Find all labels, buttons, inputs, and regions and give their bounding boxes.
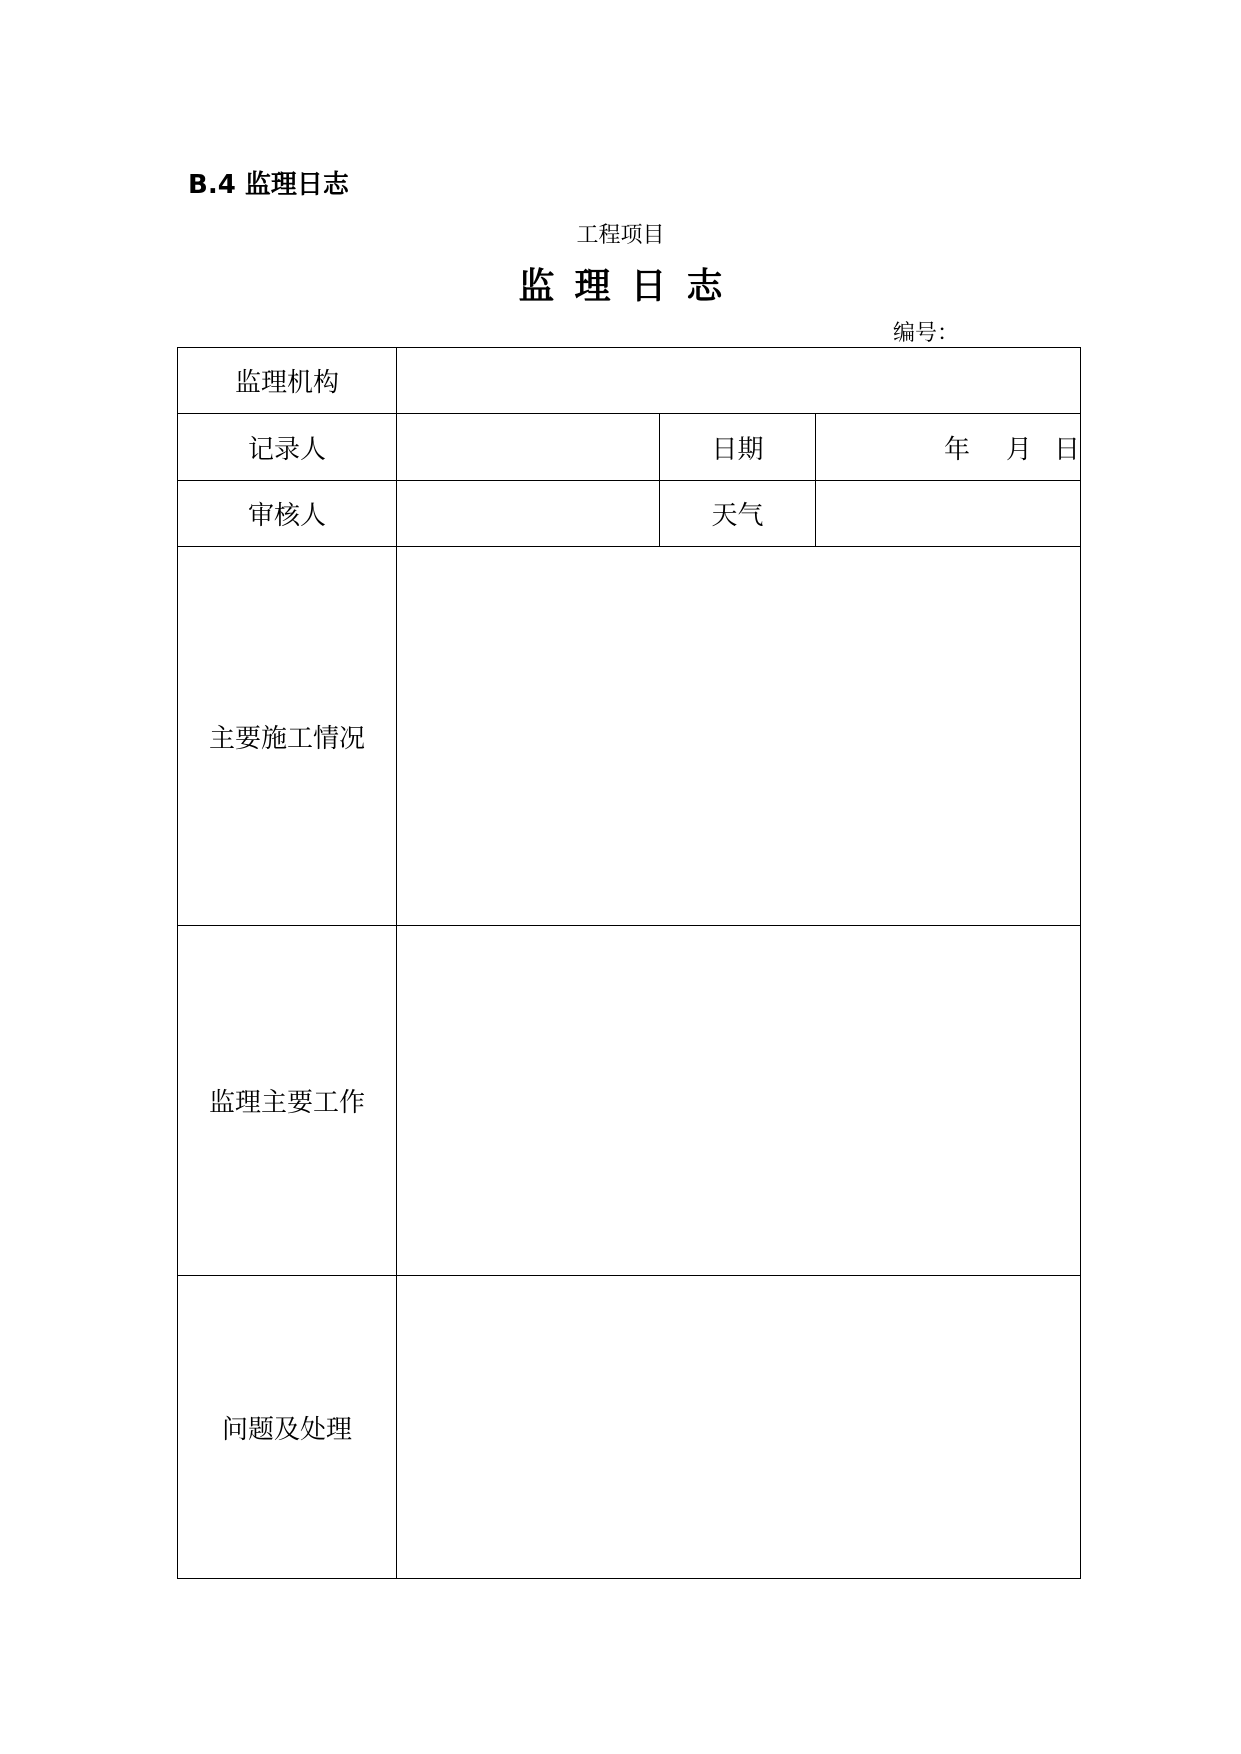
weather-label: 天气 bbox=[660, 481, 816, 547]
issues-field[interactable] bbox=[397, 1276, 1081, 1579]
construction-label: 主要施工情况 bbox=[178, 547, 397, 926]
reviewer-label: 审核人 bbox=[178, 481, 397, 547]
section-heading: B.4 监理日志 bbox=[188, 170, 349, 200]
org-field[interactable] bbox=[397, 348, 1081, 414]
date-field[interactable] bbox=[816, 414, 1081, 481]
construction-row bbox=[178, 547, 1081, 926]
reviewer-row bbox=[178, 481, 1081, 547]
recorder-field[interactable] bbox=[397, 414, 660, 481]
supervision-label: 监理主要工作 bbox=[178, 926, 397, 1276]
date-year-label: 年 bbox=[943, 434, 970, 465]
project-subtitle: 工程项目 bbox=[576, 223, 665, 248]
org-row bbox=[178, 348, 1081, 414]
construction-field[interactable] bbox=[397, 547, 1081, 926]
org-label: 监理机构 bbox=[178, 348, 397, 414]
recorder-label: 记录人 bbox=[178, 414, 397, 481]
reviewer-field[interactable] bbox=[397, 481, 660, 547]
recorder-row bbox=[178, 414, 1081, 481]
supervision-row bbox=[178, 926, 1081, 1276]
serial-number-label: 编号： bbox=[893, 321, 960, 346]
issues-label: 问题及处理 bbox=[178, 1276, 397, 1579]
supervision-field[interactable] bbox=[397, 926, 1081, 1276]
date-day-label: 日 bbox=[1054, 434, 1081, 465]
weather-field[interactable] bbox=[816, 481, 1081, 547]
supervision-log-table bbox=[177, 347, 1081, 1579]
date-label: 日期 bbox=[660, 414, 816, 481]
page-title: 监理日志 bbox=[518, 265, 743, 307]
date-month-label: 月 bbox=[1005, 434, 1032, 465]
issues-row bbox=[178, 1276, 1081, 1579]
